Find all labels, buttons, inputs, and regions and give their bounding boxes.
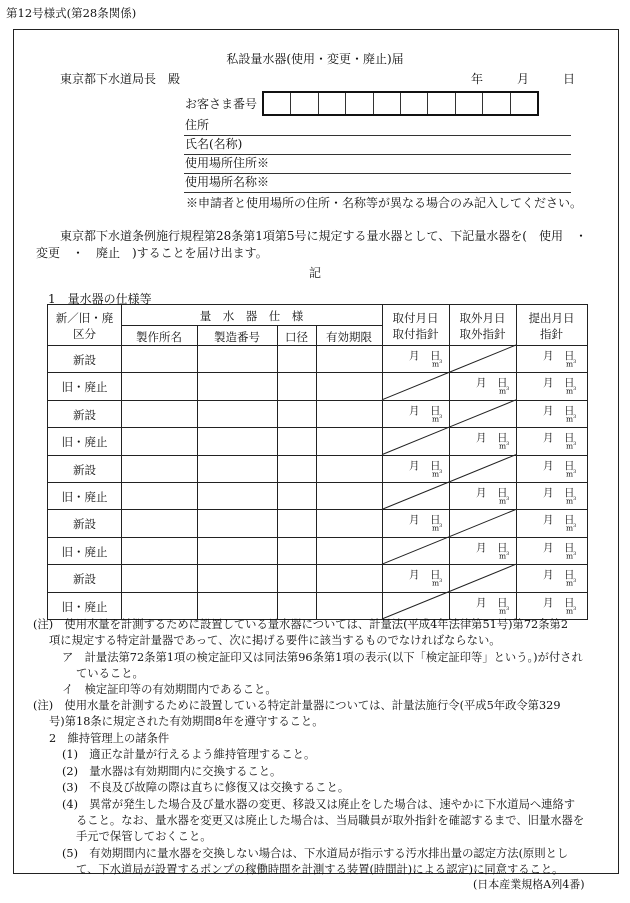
header-install-reading: 取付指針: [392, 327, 439, 341]
digit-box[interactable]: [510, 93, 537, 114]
digit-box[interactable]: [427, 93, 454, 114]
row-divider: [48, 400, 587, 401]
header-serial: 製造番号: [214, 330, 260, 344]
submit-date-day: 日: [564, 596, 575, 609]
submit-date-day: 日: [564, 459, 575, 472]
usage-address-label: 使用場所住所※: [185, 156, 270, 170]
note-line: (4) 異常が発生した場合及び量水器の変更、移設又は廃止をした場合は、速やかに下水道局へ連絡す: [62, 798, 576, 811]
row-divider: [48, 455, 587, 456]
submit-date-month: 月: [543, 432, 554, 445]
install-date-day: 日: [430, 569, 441, 582]
ki-heading: 記: [308, 266, 321, 280]
diagonal-slash: [449, 564, 516, 591]
row-divider: [48, 482, 587, 483]
submit-date-day: 日: [564, 487, 575, 499]
submit-date-day: 日: [564, 350, 575, 362]
remove-date-day: 日: [497, 377, 508, 390]
header-expiry: 有効期限: [326, 330, 372, 344]
digit-box[interactable]: [318, 93, 345, 114]
note-line: 手元で保管しておくこと。: [76, 830, 212, 843]
submit-date-unit: $m^3$: [566, 578, 577, 588]
header-diameter: 口径: [285, 330, 308, 344]
note-line: て、下水道局が設置するポンプの稼働時間を計測する装置(時間計)による認定)に同意すること。: [76, 863, 564, 876]
diagonal-slash: [382, 537, 449, 564]
date-year-label: 年: [471, 72, 484, 86]
install-date-month: 月: [409, 459, 420, 472]
submit-date-month: 月: [543, 350, 554, 362]
date-month-label: 月: [517, 72, 530, 86]
row-type: 旧・廃止: [61, 380, 108, 395]
header-submit-reading: 指針: [540, 327, 563, 341]
submit-date-unit: $m^3$: [566, 468, 577, 479]
row-divider: [48, 537, 587, 538]
install-date-day: 日: [430, 459, 441, 472]
intro-line-2: 変更 ・ 廃止 )することを届け出ます。: [36, 246, 268, 260]
submit-date-unit: $m^3$: [566, 359, 577, 369]
form-title: 私設量水器(使用・変更・廃止)届: [226, 52, 404, 66]
fields-note: ※申請者と使用場所の住所・名称等が異なる場合のみ記入してください。: [186, 196, 583, 210]
submit-date-month: 月: [543, 569, 554, 582]
submit-date-day: 日: [564, 569, 575, 582]
header-maker: 製作所名: [136, 330, 182, 344]
row-type: 新設: [73, 462, 96, 477]
note-line: ること。なお、量水器を変更又は廃止した場合は、当局職員が取外指針を確認するまで、旧量水器を: [76, 814, 585, 827]
header-type-2: 区分: [73, 327, 96, 341]
submit-date-day: 日: [564, 432, 575, 445]
submit-date-unit: $m^3$: [566, 523, 577, 533]
remove-date-day: 日: [497, 487, 508, 499]
submit-date-month: 月: [543, 459, 554, 472]
note-line: (注) 使用水量を計測するために設置している特定計量器については、計量法施行令(平成5年政令第329: [33, 699, 561, 712]
row-type: 旧・廃止: [61, 599, 108, 614]
row-type: 新設: [73, 407, 96, 422]
remove-date-month: 月: [476, 432, 487, 445]
remove-date-day: 日: [497, 596, 508, 609]
header-remove-date: 取外月日: [459, 311, 506, 325]
submit-date-day: 日: [564, 514, 575, 527]
usage-name-field[interactable]: [184, 175, 571, 193]
diagonal-slash: [449, 400, 516, 427]
diagonal-slash: [382, 372, 449, 399]
note-line: イ 検定証印等の有効期間内であること。: [62, 683, 277, 696]
digit-box[interactable]: [373, 93, 400, 114]
note-line: (3) 不良及び故障の際は直ちに修復又は交換すること。: [62, 781, 350, 794]
install-date-unit: $m^3$: [432, 468, 443, 479]
digit-box[interactable]: [482, 93, 509, 114]
header-submit-date: 提出月日: [528, 311, 575, 325]
row-divider: [48, 509, 587, 510]
digit-box[interactable]: [400, 93, 427, 114]
diagonal-slash: [382, 427, 449, 454]
date-day-label: 日: [563, 72, 576, 86]
digit-box[interactable]: [345, 93, 372, 114]
submit-date-unit: $m^3$: [566, 413, 577, 424]
remove-date-month: 月: [476, 487, 487, 499]
digit-box[interactable]: [290, 93, 317, 114]
remove-date-day: 日: [497, 432, 508, 445]
row-divider: [48, 372, 587, 373]
submit-date-unit: $m^3$: [566, 441, 577, 451]
remove-date-day: 日: [497, 541, 508, 554]
intro-line-1: 東京都下水道条例施行規程第28条第1項第5号に規定する量水器として、下記量水器を( 使用 ・: [60, 229, 587, 243]
install-date-day: 日: [430, 350, 441, 362]
install-date-unit: $m^3$: [432, 413, 443, 424]
row-type: 新設: [73, 517, 96, 532]
addressee: 東京都下水道局長 殿: [60, 72, 181, 86]
row-divider: [48, 427, 587, 428]
address-label: 住所: [185, 118, 210, 132]
submit-date-unit: $m^3$: [566, 496, 577, 506]
header-install-date: 取付月日: [392, 311, 439, 325]
submit-date-month: 月: [543, 541, 554, 554]
diagonal-slash: [449, 345, 516, 372]
submit-date-month: 月: [543, 404, 554, 417]
install-date-month: 月: [409, 350, 420, 362]
note-line: (5) 有効期間内に量水器を交換しない場合は、下水道局が指示する汚水排出量の認定方法(原則とし: [62, 847, 569, 860]
remove-date-unit: $m^3$: [499, 441, 510, 451]
digit-box[interactable]: [455, 93, 482, 114]
row-divider: [48, 592, 587, 593]
submit-date-day: 日: [564, 377, 575, 390]
remove-date-unit: $m^3$: [499, 496, 510, 506]
note-line: 項に規定する特定計量器であって、次に掲げる要件に該当するものでなければならない。: [49, 634, 501, 647]
section-1-heading: 1 量水器の仕様等: [48, 292, 152, 306]
remove-date-unit: $m^3$: [499, 386, 510, 396]
address-field[interactable]: [184, 118, 571, 136]
install-date-day: 日: [430, 514, 441, 527]
note-line: 2 維持管理上の諸条件: [49, 732, 170, 745]
submit-date-month: 月: [543, 514, 554, 527]
row-type: 旧・廃止: [61, 490, 108, 504]
meter-spec-table: [47, 304, 588, 620]
name-field[interactable]: [184, 137, 571, 155]
name-label: 氏名(名称): [185, 137, 243, 151]
install-date-unit: $m^3$: [432, 523, 443, 533]
customer-number-boxes[interactable]: [262, 91, 539, 116]
form-code: 第12号様式(第28条関係): [6, 6, 137, 20]
header-spec: 量 水 器 仕 様: [199, 309, 304, 323]
install-date-month: 月: [409, 569, 420, 582]
remove-date-month: 月: [476, 377, 487, 390]
digit-box[interactable]: [264, 93, 290, 114]
diagonal-slash: [382, 482, 449, 509]
submit-date-month: 月: [543, 596, 554, 609]
row-divider: [48, 564, 587, 565]
note-line: (2) 量水器は有効期間内に交換すること。: [62, 765, 282, 778]
note-line: 号)第18条に規定された有効期間8年を遵守すること。: [49, 715, 324, 728]
remove-date-month: 月: [476, 596, 487, 609]
usage-address-field[interactable]: [184, 156, 571, 174]
row-type: 旧・廃止: [61, 435, 108, 450]
note-line: ていること。: [76, 667, 144, 680]
install-date-month: 月: [409, 404, 420, 417]
customer-number-label: お客さま番号: [185, 97, 258, 111]
submit-date-unit: $m^3$: [566, 550, 577, 561]
note-line: (1) 適正な計量が行えるよう維持管理すること。: [62, 748, 316, 761]
row-type: 新設: [73, 353, 96, 367]
submit-date-unit: $m^3$: [566, 605, 577, 616]
jis-paper-size: (日本産業規格A列4番): [473, 878, 585, 891]
install-date-unit: $m^3$: [432, 578, 443, 588]
remove-date-month: 月: [476, 541, 487, 554]
install-date-unit: $m^3$: [432, 359, 443, 369]
header-type-1: 新／旧・廃: [55, 311, 114, 325]
diagonal-lines: [48, 305, 587, 619]
row-type: 新設: [73, 572, 96, 587]
remove-date-unit: $m^3$: [499, 605, 510, 616]
diagonal-slash: [382, 592, 449, 619]
note-line: ア 計量法第72条第1項の検定証印又は同法第96条第1項の表示(以下「検定証印等」という。)が付され: [62, 651, 583, 664]
submit-date-month: 月: [543, 487, 554, 499]
remove-date-unit: $m^3$: [499, 550, 510, 561]
submit-date-month: 月: [543, 377, 554, 390]
install-date-day: 日: [430, 404, 441, 417]
submit-date-day: 日: [564, 541, 575, 554]
install-date-month: 月: [409, 514, 420, 527]
diagonal-slash: [449, 455, 516, 482]
header-remove-reading: 取外指針: [459, 327, 506, 341]
row-type: 旧・廃止: [61, 544, 108, 559]
note-line: (注) 使用水量を計測するために設置している量水器については、計量法(平成4年法律第51号)第72条第2: [33, 618, 569, 631]
submit-date-day: 日: [564, 404, 575, 417]
usage-name-label: 使用場所名称※: [185, 175, 270, 189]
submit-date-unit: $m^3$: [566, 386, 577, 396]
diagonal-slash: [449, 509, 516, 536]
